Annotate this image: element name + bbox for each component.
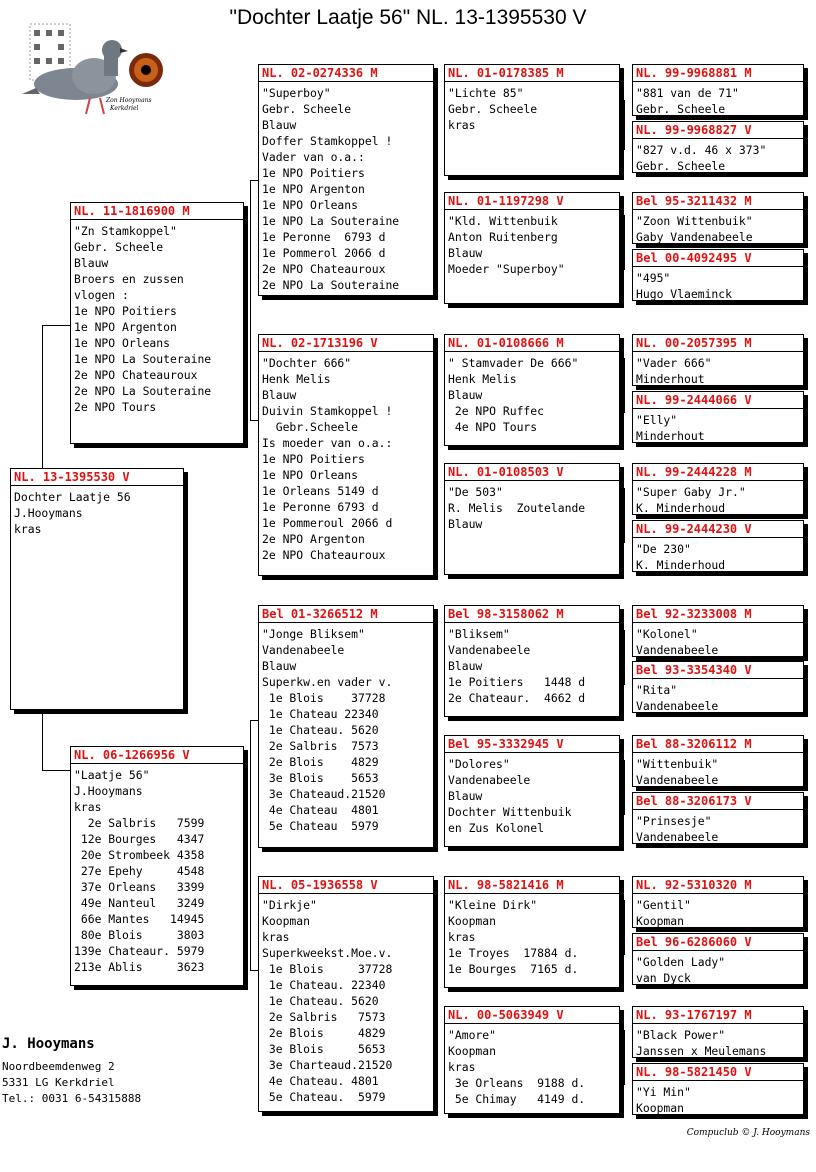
card-line: "Prinsesje" xyxy=(636,814,712,828)
card-line: "Amore" xyxy=(448,1028,497,1042)
connector-line xyxy=(624,900,625,955)
card-line: 1e NPO Orleans xyxy=(74,336,171,350)
grandparent-card xyxy=(258,64,434,296)
card-line: Minderhout xyxy=(636,372,705,386)
card-line: "Black Power" xyxy=(636,1028,726,1042)
card-line: 1e Blois 37728 xyxy=(262,962,393,976)
card-line: 1e Orleans 5149 d xyxy=(262,484,379,498)
card-line: "Gentil" xyxy=(636,898,691,912)
card-line: Vandenabeele xyxy=(448,643,531,657)
card-line: Vandenabeele xyxy=(262,643,345,657)
card-line: "Jonge Bliksem" xyxy=(262,627,365,641)
card-line: 2e Chateaur. 4662 d xyxy=(448,691,586,705)
card-line: Vandenabeele xyxy=(636,773,719,787)
connector-line xyxy=(42,770,70,771)
card-line: Vandenabeele xyxy=(636,643,719,657)
ring-number: Bel 93-3354340 V xyxy=(633,663,803,679)
grandparent-card xyxy=(258,334,434,576)
card-line: 139e Chateaur. 5979 xyxy=(74,944,205,958)
card-line: kras xyxy=(74,800,102,814)
card-line: 27e Epehy 4548 xyxy=(74,864,205,878)
card-line: J.Hooymans xyxy=(14,506,83,520)
card-line: 2e NPO Argenton xyxy=(262,532,365,546)
great-grandparent-card xyxy=(444,192,620,304)
card-line: 213e Ablis 3623 xyxy=(74,960,205,974)
card-line: van Dyck xyxy=(636,971,691,985)
ring-number: NL. 13-1395530 V xyxy=(11,470,183,486)
card-line: Blauw xyxy=(262,118,297,132)
ancestor-card xyxy=(632,933,804,985)
card-line: Henk Melis xyxy=(448,372,517,386)
card-line: Is moeder van o.a.: xyxy=(262,436,393,450)
card-line: 37e Orleans 3399 xyxy=(74,880,205,894)
card-line: 80e Blois 3803 xyxy=(74,928,205,942)
great-grandparent-card xyxy=(444,876,620,988)
ring-number: NL. 00-5063949 V xyxy=(445,1008,619,1024)
ring-number: NL. 99-2444228 M xyxy=(633,465,803,481)
ring-number: NL. 02-0274336 M xyxy=(259,66,433,82)
ancestor-card xyxy=(632,876,804,928)
ring-number: Bel 98-3158062 M xyxy=(445,607,619,623)
card-line: 2e NPO La Souteraine xyxy=(262,278,400,292)
great-grandparent-card xyxy=(444,605,620,717)
card-line: 2e NPO Chateauroux xyxy=(74,368,198,382)
card-line: 1e NPO Orleans xyxy=(262,198,359,212)
card-line: "Elly" xyxy=(636,413,678,427)
card-line: "Kleine Dirk" xyxy=(448,898,538,912)
ancestor-card xyxy=(632,64,804,116)
connector-line xyxy=(624,1030,625,1085)
connector-line xyxy=(250,720,258,721)
card-line: kras xyxy=(448,118,476,132)
card-line: "Kolonel" xyxy=(636,627,698,641)
card-line: Vader van o.a.: xyxy=(262,150,365,164)
card-line: Koopman xyxy=(448,1044,497,1058)
ancestor-card xyxy=(632,520,804,572)
card-line: 2e Blois 4829 xyxy=(262,1026,386,1040)
card-line: kras xyxy=(14,522,42,536)
great-grandparent-card xyxy=(444,1006,620,1114)
card-line: 20e Strombeek 4358 xyxy=(74,848,205,862)
card-line: Blauw xyxy=(448,659,483,673)
card-line: kras xyxy=(448,1060,476,1074)
connector-line xyxy=(624,488,625,543)
card-line: "Vader 666" xyxy=(636,356,712,370)
father-card xyxy=(70,202,244,444)
ring-number: NL. 00-2057395 M xyxy=(633,336,803,352)
card-line: "Dochter 666" xyxy=(262,356,352,370)
card-line: Doffer Stamkoppel ! xyxy=(262,134,393,148)
card-line: Superkw.en vader v. xyxy=(262,675,393,689)
card-line: Gebr. Scheele xyxy=(74,240,164,254)
card-line: 1e NPO Argenton xyxy=(74,320,177,334)
card-line: "Lichte 85" xyxy=(448,86,524,100)
card-line: 1e NPO La Souteraine xyxy=(262,214,400,228)
card-line: 66e Mantes 14945 xyxy=(74,912,205,926)
card-line: Blauw xyxy=(448,388,483,402)
connector-line xyxy=(434,380,435,510)
card-line: "Super Gaby Jr." xyxy=(636,485,746,499)
card-line: 5e Chimay 4149 d. xyxy=(448,1092,586,1106)
card-line: 5e Chateau 5979 xyxy=(262,819,379,833)
ring-number: Bel 88-3206112 M xyxy=(633,737,803,753)
card-line: 1e Pommerol 2066 d xyxy=(262,246,386,260)
card-line: vlogen : xyxy=(74,288,129,302)
card-line: Anton Ruitenberg xyxy=(448,230,558,244)
card-line: 1e Bourges 7165 d. xyxy=(448,962,579,976)
great-grandparent-card xyxy=(444,463,620,575)
connector-line xyxy=(42,710,43,770)
card-line: Janssen x Meulemans xyxy=(636,1044,767,1058)
card-line: en Zus Kolonel xyxy=(448,821,545,835)
card-line: Koopman xyxy=(448,914,497,928)
ancestor-card xyxy=(632,391,804,443)
card-line: Dochter Laatje 56 xyxy=(14,490,131,504)
card-line: Dochter Wittenbuik xyxy=(448,805,572,819)
ring-number: NL. 99-9968827 V xyxy=(633,123,803,139)
card-line: Blauw xyxy=(74,256,109,270)
card-line: "Rita" xyxy=(636,683,678,697)
card-line: 1e NPO Poitiers xyxy=(262,452,365,466)
logo-caption-left: Zon Hooymans xyxy=(106,97,152,104)
card-line: 2e NPO Tours xyxy=(74,400,157,414)
card-line: kras xyxy=(448,930,476,944)
ancestor-card xyxy=(632,1063,804,1115)
ancestor-card xyxy=(632,334,804,386)
card-line: 2e NPO Chateauroux xyxy=(262,262,386,276)
ancestor-card xyxy=(632,463,804,515)
mother-card xyxy=(70,746,244,986)
card-line: 1e Pommeroul 2066 d xyxy=(262,516,393,530)
card-line: K. Minderhoud xyxy=(636,501,726,515)
card-line: 1e Peronne 6793 d xyxy=(262,500,379,514)
ancestor-card xyxy=(632,1006,804,1058)
breeder-phone: Tel.: 0031 6-54315888 xyxy=(2,1092,142,1105)
ring-number: NL. 93-1767197 M xyxy=(633,1008,803,1024)
card-line: 2e Salbris 7599 xyxy=(74,816,205,830)
card-line: 1e NPO La Souteraine xyxy=(74,352,212,366)
card-line: 3e Blois 5653 xyxy=(262,771,379,785)
ring-number: NL. 99-2444230 V xyxy=(633,522,803,538)
card-line: 1e Troyes 17884 d. xyxy=(448,946,579,960)
card-line: "Superboy" xyxy=(262,86,331,100)
ancestor-card xyxy=(632,605,804,657)
breeder-city: 5331 LG Kerkdriel xyxy=(2,1076,115,1089)
ancestor-card xyxy=(632,792,804,844)
card-line: 2e Blois 4829 xyxy=(262,755,379,769)
ancestor-card xyxy=(632,249,804,301)
ring-number: NL. 98-5821450 V xyxy=(633,1065,803,1081)
connector-line xyxy=(42,325,70,326)
card-line: Gebr. Scheele xyxy=(636,159,726,173)
card-line: 1e NPO Poitiers xyxy=(74,304,177,318)
card-line: 5e Chateau. 5979 xyxy=(262,1090,386,1104)
ring-number: Bel 96-6286060 V xyxy=(633,935,803,951)
card-line: J.Hooymans xyxy=(74,784,143,798)
connector-line xyxy=(434,120,435,230)
card-line: "De 503" xyxy=(448,485,503,499)
card-line: "495" xyxy=(636,271,671,285)
connector-line xyxy=(434,920,435,1050)
card-line: 4e NPO Tours xyxy=(448,420,538,434)
ring-number: NL. 98-5821416 M xyxy=(445,878,619,894)
connector-line xyxy=(250,180,251,420)
ring-number: Bel 01-3266512 M xyxy=(259,607,433,623)
card-line: "Dolores" xyxy=(448,757,510,771)
grandparent-card xyxy=(258,876,434,1112)
great-grandparent-card xyxy=(444,735,620,847)
connector-line xyxy=(624,215,625,270)
card-line: Blauw xyxy=(448,517,483,531)
card-line: K. Minderhoud xyxy=(636,558,726,572)
card-line: Koopman xyxy=(636,914,685,928)
card-line: Blauw xyxy=(262,388,297,402)
card-line: "Golden Lady" xyxy=(636,955,726,969)
connector-line xyxy=(434,650,435,780)
card-line: 3e Chateaud.21520 xyxy=(262,787,386,801)
logo xyxy=(16,22,166,122)
grandparent-card xyxy=(258,605,434,848)
card-line: "Dirkje" xyxy=(262,898,317,912)
card-line: Gebr. Scheele xyxy=(262,102,352,116)
card-line: Henk Melis xyxy=(262,372,331,386)
card-line: 12e Bourges 4347 xyxy=(74,832,205,846)
card-line: "Laatje 56" xyxy=(74,768,150,782)
card-line: Gebr.Scheele xyxy=(262,420,359,434)
card-line: 4e Chateau. 4801 xyxy=(262,1074,379,1088)
card-line: "De 230" xyxy=(636,542,691,556)
ring-number: Bel 88-3206173 V xyxy=(633,794,803,810)
card-line: Vandenabeele xyxy=(636,699,719,713)
card-line: Blauw xyxy=(262,659,297,673)
pigeon-logo-icon xyxy=(16,22,166,122)
ring-number: Bel 92-3233008 M xyxy=(633,607,803,623)
ancestor-card xyxy=(632,661,804,713)
card-line: " Stamvader De 666" xyxy=(448,356,579,370)
ring-number: Bel 95-3332945 V xyxy=(445,737,619,753)
card-line: 1e Blois 37728 xyxy=(262,691,386,705)
card-line: kras xyxy=(262,930,290,944)
card-line: "Bliksem" xyxy=(448,627,510,641)
card-line: Koopman xyxy=(636,1101,685,1115)
card-line: 1e NPO Argenton xyxy=(262,182,365,196)
card-line: Hugo Vlaeminck xyxy=(636,287,733,301)
great-grandparent-card xyxy=(444,64,620,176)
page-title: "Dochter Laatje 56" NL. 13-1395530 V xyxy=(229,6,587,29)
card-line: 49e Nanteul 3249 xyxy=(74,896,205,910)
ring-number: NL. 01-0108666 M xyxy=(445,336,619,352)
footer-credit: Compuclub © J. Hooymans xyxy=(686,1128,810,1138)
ancestor-card xyxy=(632,121,804,173)
card-line: Gebr. Scheele xyxy=(448,102,538,116)
ancestor-card xyxy=(632,192,804,244)
card-line: Duivin Stamkoppel ! xyxy=(262,404,393,418)
ring-number: NL. 01-0178385 M xyxy=(445,66,619,82)
card-line: Koopman xyxy=(262,914,311,928)
ring-number: NL. 01-1197298 V xyxy=(445,194,619,210)
card-line: "827 v.d. 46 x 373" xyxy=(636,143,767,157)
card-line: 1e NPO Orleans xyxy=(262,468,359,482)
card-line: Broers en zussen xyxy=(74,272,184,286)
card-line: 2e NPO Chateauroux xyxy=(262,548,386,562)
card-line: 2e Salbris 7573 xyxy=(262,1010,386,1024)
card-line: 2e Salbris 7573 xyxy=(262,739,379,753)
connector-line xyxy=(250,720,251,970)
card-line: Moeder "Superboy" xyxy=(448,262,565,276)
connector-line xyxy=(42,325,43,468)
great-grandparent-card xyxy=(444,334,620,446)
ring-number: NL. 99-9968881 M xyxy=(633,66,803,82)
card-line: 1e Chateau. 22340 xyxy=(262,978,386,992)
card-line: Gaby Vandenabeele xyxy=(636,230,753,244)
connector-line xyxy=(624,358,625,413)
card-line: Gebr. Scheele xyxy=(636,102,726,116)
ring-number: NL. 11-1816900 M xyxy=(71,204,243,220)
ring-number: NL. 92-5310320 M xyxy=(633,878,803,894)
card-line: 3e Orleans 9188 d. xyxy=(448,1076,586,1090)
card-line: 1e Poitiers 1448 d xyxy=(448,675,586,689)
card-line: Vandenabeele xyxy=(636,830,719,844)
connector-line xyxy=(624,100,625,150)
connector-line xyxy=(624,760,625,815)
connector-line xyxy=(250,180,258,181)
ring-number: NL. 02-1713196 V xyxy=(259,336,433,352)
card-line: Blauw xyxy=(448,246,483,260)
card-line: R. Melis Zoutelande xyxy=(448,501,586,515)
ring-number: Bel 95-3211432 M xyxy=(633,194,803,210)
card-line: "881 van de 71" xyxy=(636,86,739,100)
ring-number: NL. 01-0108503 V xyxy=(445,465,619,481)
ring-number: NL. 05-1936558 V xyxy=(259,878,433,894)
card-line: Superkweekst.Moe.v. xyxy=(262,946,393,960)
connector-line xyxy=(250,970,258,971)
breeder-address: Noordbeemdenweg 2 xyxy=(2,1060,115,1073)
card-line: 2e NPO Ruffec xyxy=(448,404,545,418)
card-line: Minderhout xyxy=(636,429,705,443)
ring-number: NL. 06-1266956 V xyxy=(71,748,243,764)
ring-number: NL. 99-2444066 V xyxy=(633,393,803,409)
card-line: "Zn Stamkoppel" xyxy=(74,224,177,238)
card-line: "Zoon Wittenbuik" xyxy=(636,214,753,228)
card-line: "Kld. Wittenbuik xyxy=(448,214,558,228)
card-line: 1e Chateau. 5620 xyxy=(262,723,379,737)
card-line: Vandenabeele xyxy=(448,773,531,787)
breeder-name: J. Hooymans xyxy=(2,1036,95,1052)
ring-number: Bel 00-4092495 V xyxy=(633,251,803,267)
card-line: 1e Chateau 22340 xyxy=(262,707,379,721)
card-line: 1e NPO Poitiers xyxy=(262,166,365,180)
card-line: "Yi Min" xyxy=(636,1085,691,1099)
subject-card xyxy=(10,468,184,710)
connector-line xyxy=(624,630,625,685)
connector-line xyxy=(250,420,258,421)
card-line: 3e Blois 5653 xyxy=(262,1042,386,1056)
card-line: 1e Chateau. 5620 xyxy=(262,994,379,1008)
card-line: 1e Peronne 6793 d xyxy=(262,230,386,244)
card-line: "Wittenbuik" xyxy=(636,757,719,771)
logo-caption-right: Kerkdriel xyxy=(110,105,139,112)
card-line: Blauw xyxy=(448,789,483,803)
card-line: 3e Charteaud.21520 xyxy=(262,1058,393,1072)
card-line: 2e NPO La Souteraine xyxy=(74,384,212,398)
card-line: 4e Chateau 4801 xyxy=(262,803,379,817)
ancestor-card xyxy=(632,735,804,787)
